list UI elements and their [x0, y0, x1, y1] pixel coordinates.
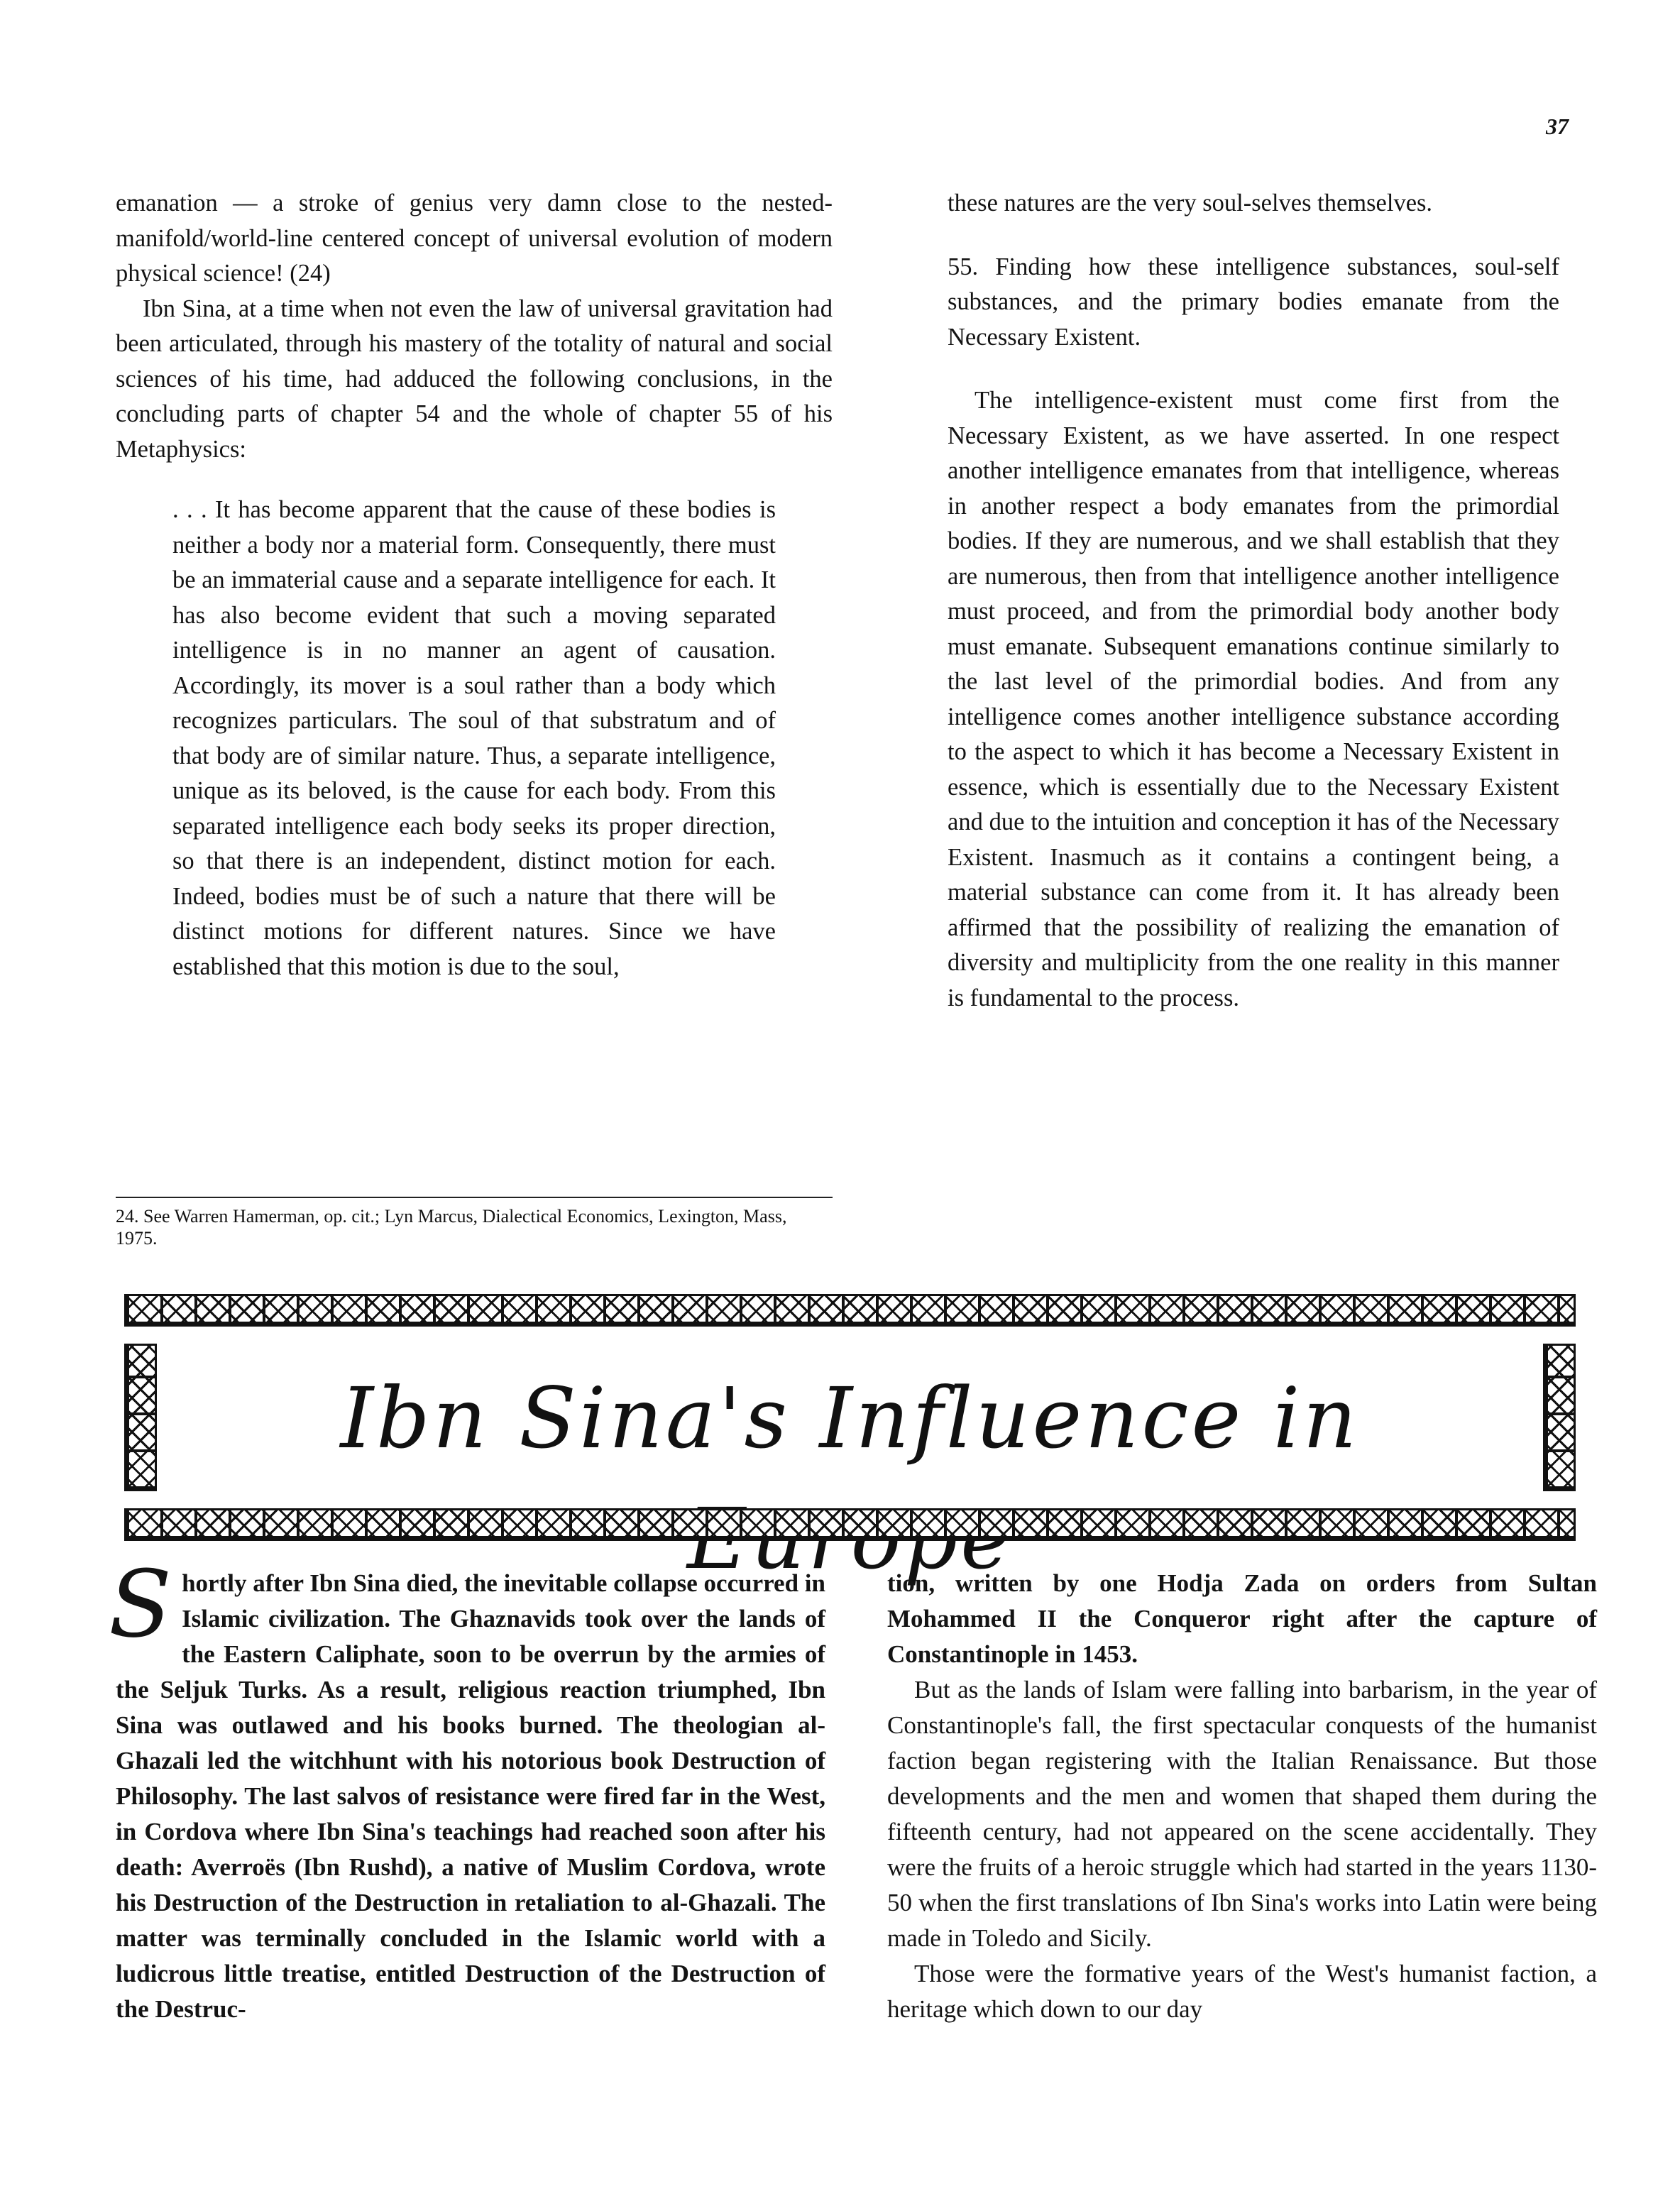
ornamental-border	[124, 1344, 157, 1491]
upper-right-column	[948, 186, 1559, 1016]
chapter-heading: 55. Finding how these intelligence substances, soul-self substances, and the primary bodies emanate from the Necessary Existent.	[948, 253, 1559, 351]
paragraph: Ibn Sina, at a time when not even the law of universal gravitation had been articulated, through his mastery of the totality of natural and social sciences of his time, had adduced the following conclusions, in the concluding parts of chapter 54 and the whole of chapter 55 of his Metaphysics:	[116, 295, 833, 463]
footnote: 24. See Warren Hamerman, op. cit.; Lyn Marcus, Dialectical Economics, Lexington, Mass, 1975.	[116, 1197, 833, 1249]
ornamental-border	[1543, 1344, 1576, 1491]
paragraph	[109, 1550, 825, 2027]
lower-right-column	[887, 1566, 1597, 2027]
paragraph: tion, written by one Hodja Zada on orders from Sultan Mohammed II the Conqueror right after the capture of Constantinople in 1453.	[887, 1569, 1597, 1668]
paragraph: The intelligence-existent must come first from the Necessary Existent, as we have asserted. In one respect another intelligence emanates from that intelligence, whereas in another respect a body emanates from the primordial bodies. If they are numerous, and we shall establish that they are numerous, then from that intelligence another intelligence must proceed, and from the primordial body another body must emanate. Subsequent emanations continue similarly to the last level of the primordial bodies. And from any intelligence comes another intelligence substance according to the aspect to which it has become a Necessary Existent in essence, which is essentially due to the Necessary Existent and due to the intuition and conception it has of the Necessary Existent. Inasmuch as it contains a contingent being, a material substance can come from it. It has already been affirmed that the possibility of realizing the emanation of diversity and multiplicity from the one reality in this manner is fundamental to the process.	[948, 387, 1559, 1011]
ornamental-border	[124, 1508, 1576, 1541]
paragraph: emanation — a stroke of genius very damn close to the nested-manifold/world-line centered concept of universal evolution of modern physical science! (24)	[116, 190, 833, 287]
paragraph: But as the lands of Islam were falling into barbarism, in the year of Constantinople's fall, the first spectacular conquests of the humanist faction began registering with the Italian Renaissance. But those developments and the men and women that shaped them during the fifteenth century, had not appeared on the scene accidentally. They were the fruits of a heroic struggle which had started in the years 1130-50 when the first translations of Ibn Sina's works into Latin were being made in Toledo and Sicily.	[887, 1676, 1597, 1952]
lower-left-column	[109, 1550, 825, 2027]
paragraph-text: hortly after Ibn Sina died, the inevitable collapse occurred in Islamic civilization. The Ghaznavids took over the lands of the Eastern Caliphate, soon to be overrun by the armies of the Seljuk Turks. As a result, religious reaction triumphed, Ibn Sina was outlawed and his books burned. The theologian al-Ghazali led the witchhunt with his notorious book Destruction of Philosophy. The last salvos of resistance were fired far in the West, in Cordova where Ibn Sina's teachings had reached soon after his death: Averroës (Ibn Rushd), a native of Muslim Cordova, wrote his Destruction of the Destruction in retaliation to al-Ghazali. The matter was terminally concluded in the Islamic world with a ludicrous little treatise, entitled Destruction of the Destruction of the Destruc-	[116, 1569, 825, 2023]
section-title: Ibn Sina's Influence in	[340, 1369, 1360, 1467]
paragraph: Those were the formative years of the West's humanist faction, a heritage which down to our day	[887, 1960, 1597, 2023]
block-quote: . . . It has become apparent that the cause of these bodies is neither a body nor a material form. Consequently, there must be an immaterial cause and a separate intelligence for each. It has also become evident that such a moving separated intelligence is in no manner an agent of causation. Accordingly, its mover is a soul rather than a body which recognizes particulars. The soul of that substratum and of that body are of similar nature. Thus, a separate intelligence, unique as its beloved, is the cause for each body. From this separated intelligence each body seeks its proper direction, so that there is an independent, distinct motion for each. Indeed, bodies must be of such a nature that there will be distinct motions for different natures. Since we have established that this motion is due to the soul,	[172, 496, 776, 980]
upper-left-column	[116, 186, 833, 984]
ornamental-border	[124, 1294, 1576, 1327]
section-banner	[124, 1294, 1576, 1541]
paragraph: these natures are the very soul-selves themselves.	[948, 190, 1433, 216]
page-number: 37	[1546, 114, 1569, 139]
drop-cap: S	[109, 1550, 172, 1658]
